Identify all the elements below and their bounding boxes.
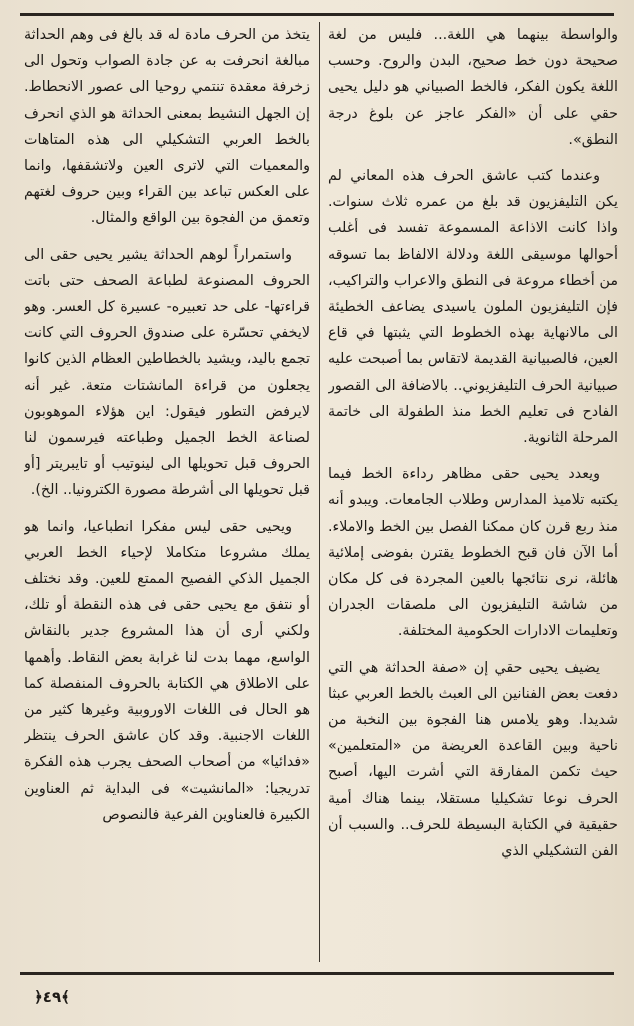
left-paragraph-1: يتخذ من الحرف مادة له قد بالغ فى وهم الحداثة مبالغة انحرفت به عن جادة الصواب وتحول الى زخرفة معقدة تنتمي روحيا الى عصور الانحطاط. إن الجهل النشيط بمعنى الحداثة هو الذي انحرف بالخط العربي التشكيلي الى هذه المتاهات والمعميات التي لاترى العين ولاتشقفها، وانما على العكس تباعد بين القراء وبين حروف لغتهم وتعمق من الفجوة بين الواقع والمثال. (24, 27, 310, 227)
right-paragraph-4: يضيف يحيى حقي إن «صفة الحداثة هي التي دفعت بعض الفنانين الى العبث بالخط العربي عبثا شديدا. وهو يلامس هنا الفجوة بين النخبة من ناحية وبين القاعدة العريضة من «المتعلمين» حيث تكمن المفارقة التي أشرت اليها، أصبح الحرف نوعا تشكيليا مستقلا، بينما هناك أمية حقيقية في الكتابة البسيطة للحرف.. والسبب أن الفن التشكيلي الذي (328, 659, 618, 860)
right-paragraph-3: ويعدد يحيى حقى مظاهر رداءة الخط فيما يكتبه تلاميذ المدارس وطلاب الجامعات. ويبدو أنه منذ ربع قرن كان ممكنا الفصل بين الخط والاملاء. أما الآن فان قبح الخطوط يقترن بفوضى إملائية هائلة، نرى نتائجها بالعين المجردة فى كل مكان من شاشة التليفزيون الى ملصقات الجدران وتعليمات الادارات الحكومية المختلفة. (328, 466, 618, 640)
page-number: ﴿٤٩﴾ (34, 988, 70, 1006)
right-column (328, 22, 618, 964)
left-paragraph-3: ويحيى حقى ليس مفكرا انطباعيا، وانما هو يملك مشروعا متكاملا لإحياء الخط العربي الجميل الذكي الفصيح الممتع للعين. وقد نختلف أو نتفق مع يحيى حقى فى هذه النقطة أو تلك، ولكني أرى أن هذا المشروع جدير بالنقاش الواسع، مهما بدت لنا غرابة بعض النقاط. وأهمها على الاطلاق هي الكتابة بالحروف المنفصلة كما هو الحال فى اللغات الاوروبية وغيرها كثير من اللغات الاجنبية. وقد كان عاشق الحرف ينتظر «فدائيا» من أصحاب الصحف يجرب هذه الفكرة تدريجيا: «المانشيت» فى البداية ثم العناوين الكبيرة فالعناوين الفرعية فالنصوص (24, 518, 310, 823)
left-column (24, 22, 310, 964)
right-paragraph-1: والواسطة بينهما هي اللغة... فليس من لغة صحيحة دون خط صحيح، البدن والروح. وحسب اللغة يكون الفكر، فالخط الصبياني هو دليل يحيى حقي على أن «الفكر عاجز عن بلوغ درجة النطق». (328, 27, 618, 148)
left-paragraph-2: واستمراراً لوهم الحداثة يشير يحيى حقى الى الحروف المصنوعة لطباعة الصحف حتى باتت قراءتها- على حد تعبيره- عسيرة كل العسر. وهو لايخفي تحسّرة على صندوق الحروف التي كانت تجمع باليد، ويشيد بالخطاطين العظام الذين كانوا يجعلون من قراءة المانشتات متعة. غير أنه لايرفض التطور فيقول: اين هؤلاء الموهوبون لصناعة الخط الجميل وطباعته فيرسمون لنا الحروف قبل تحويلها الى لينوتيب أو تايبريتر [أو قبل تحويلها الى أشرطة مصورة الكترونيا.. الخ). (24, 246, 310, 499)
column-divider (319, 22, 320, 962)
top-rule (20, 13, 614, 16)
right-paragraph-2: وعندما كتب عاشق الحرف هذه المعاني لم يكن التليفزيون قد بلغ من عمره ثلاث سنوات. واذا كانت الاذاعة المسموعة تفسد فى أغلب أحوالها موسيقى اللغة ودلالة الالفاظ بما تسوقه من أخطاء مروعة فى النطق والاعراب والتراكيب، فإن التليفزيون الملون ياسيدى يضاعف الخطيئة الى مالانهاية بهذه الخطوط التي يثبتها في قاع العين، فالصبيانية القديمة لاتقاس بما أصبحت عليه صبيانية الحرف التليفزيوني.. بالاضافة الى القصور الفادح فى تعليم الخط منذ الطفولة الى خاتمة المرحلة الثانوية. (328, 168, 618, 447)
bottom-rule (20, 972, 614, 975)
